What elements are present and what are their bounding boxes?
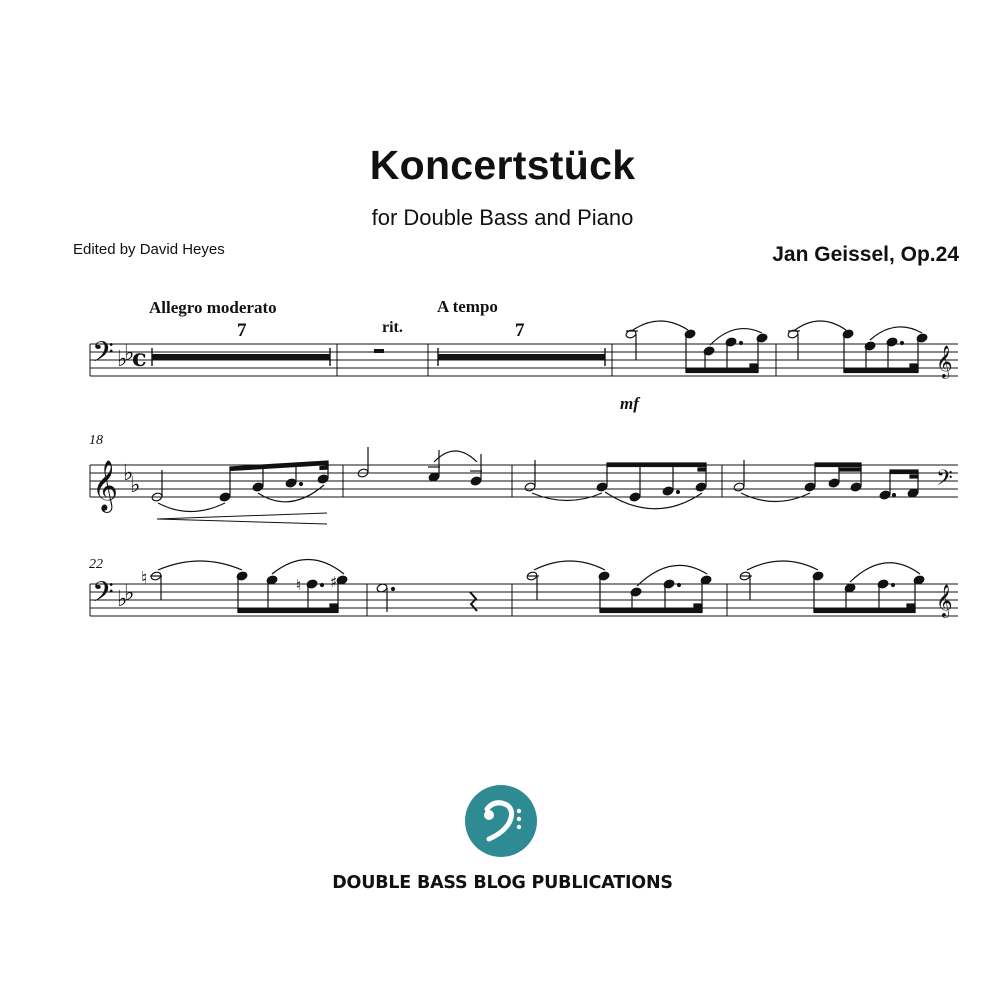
svg-text:♮: ♮ xyxy=(141,568,148,589)
svg-text:♯: ♯ xyxy=(330,573,338,591)
bass-clef-icon: 𝄢 xyxy=(92,336,114,376)
common-time-icon: c xyxy=(132,343,147,372)
whole-rest xyxy=(374,349,384,353)
svg-text:♮: ♮ xyxy=(296,576,302,594)
piece-subtitle: for Double Bass and Piano xyxy=(371,205,634,230)
a-tempo-marking: A tempo xyxy=(437,297,498,316)
key-signature-flat: ♭ xyxy=(123,461,134,486)
rit-marking: rit. xyxy=(382,319,403,336)
editor-credit: Edited by David Heyes xyxy=(73,241,225,258)
notes-system-3 xyxy=(141,560,925,613)
double-bass-blog-logo xyxy=(465,785,537,857)
logo-circle xyxy=(465,785,537,857)
composer-credit: Jan Geissel, Op.24 xyxy=(772,243,959,266)
measure-number: 18 xyxy=(89,433,103,448)
notes-system-2 xyxy=(151,447,919,524)
multi-rest-2 xyxy=(438,348,605,366)
rest-count: 7 xyxy=(515,320,525,341)
treble-clef-icon: 𝄞 xyxy=(92,460,119,511)
measure-number: 22 xyxy=(89,557,103,572)
key-signature-flat: ♭ xyxy=(124,581,135,606)
treble-clef-change-icon: 𝄞 xyxy=(936,584,953,617)
key-signature-flat: ♭ xyxy=(124,341,135,366)
staff-system-2 xyxy=(90,465,958,497)
bass-clef-change-icon: 𝄢 xyxy=(936,466,953,496)
dynamic-mf: mf xyxy=(620,394,639,413)
multi-rest-1 xyxy=(152,348,330,366)
piece-title: Koncertstück xyxy=(369,142,636,188)
treble-clef-change-icon: 𝄞 xyxy=(936,345,953,378)
key-signature-flat: ♭ xyxy=(117,587,128,612)
key-signature-flat: ♭ xyxy=(117,347,128,372)
key-signature-flat: ♭ xyxy=(130,473,141,498)
tempo-marking: Allegro moderato xyxy=(149,298,277,317)
rest-count: 7 xyxy=(237,320,247,341)
bass-clef-icon: 𝄢 xyxy=(92,576,114,616)
publisher-name: DOUBLE BASS BLOG PUBLICATIONS xyxy=(332,873,673,893)
